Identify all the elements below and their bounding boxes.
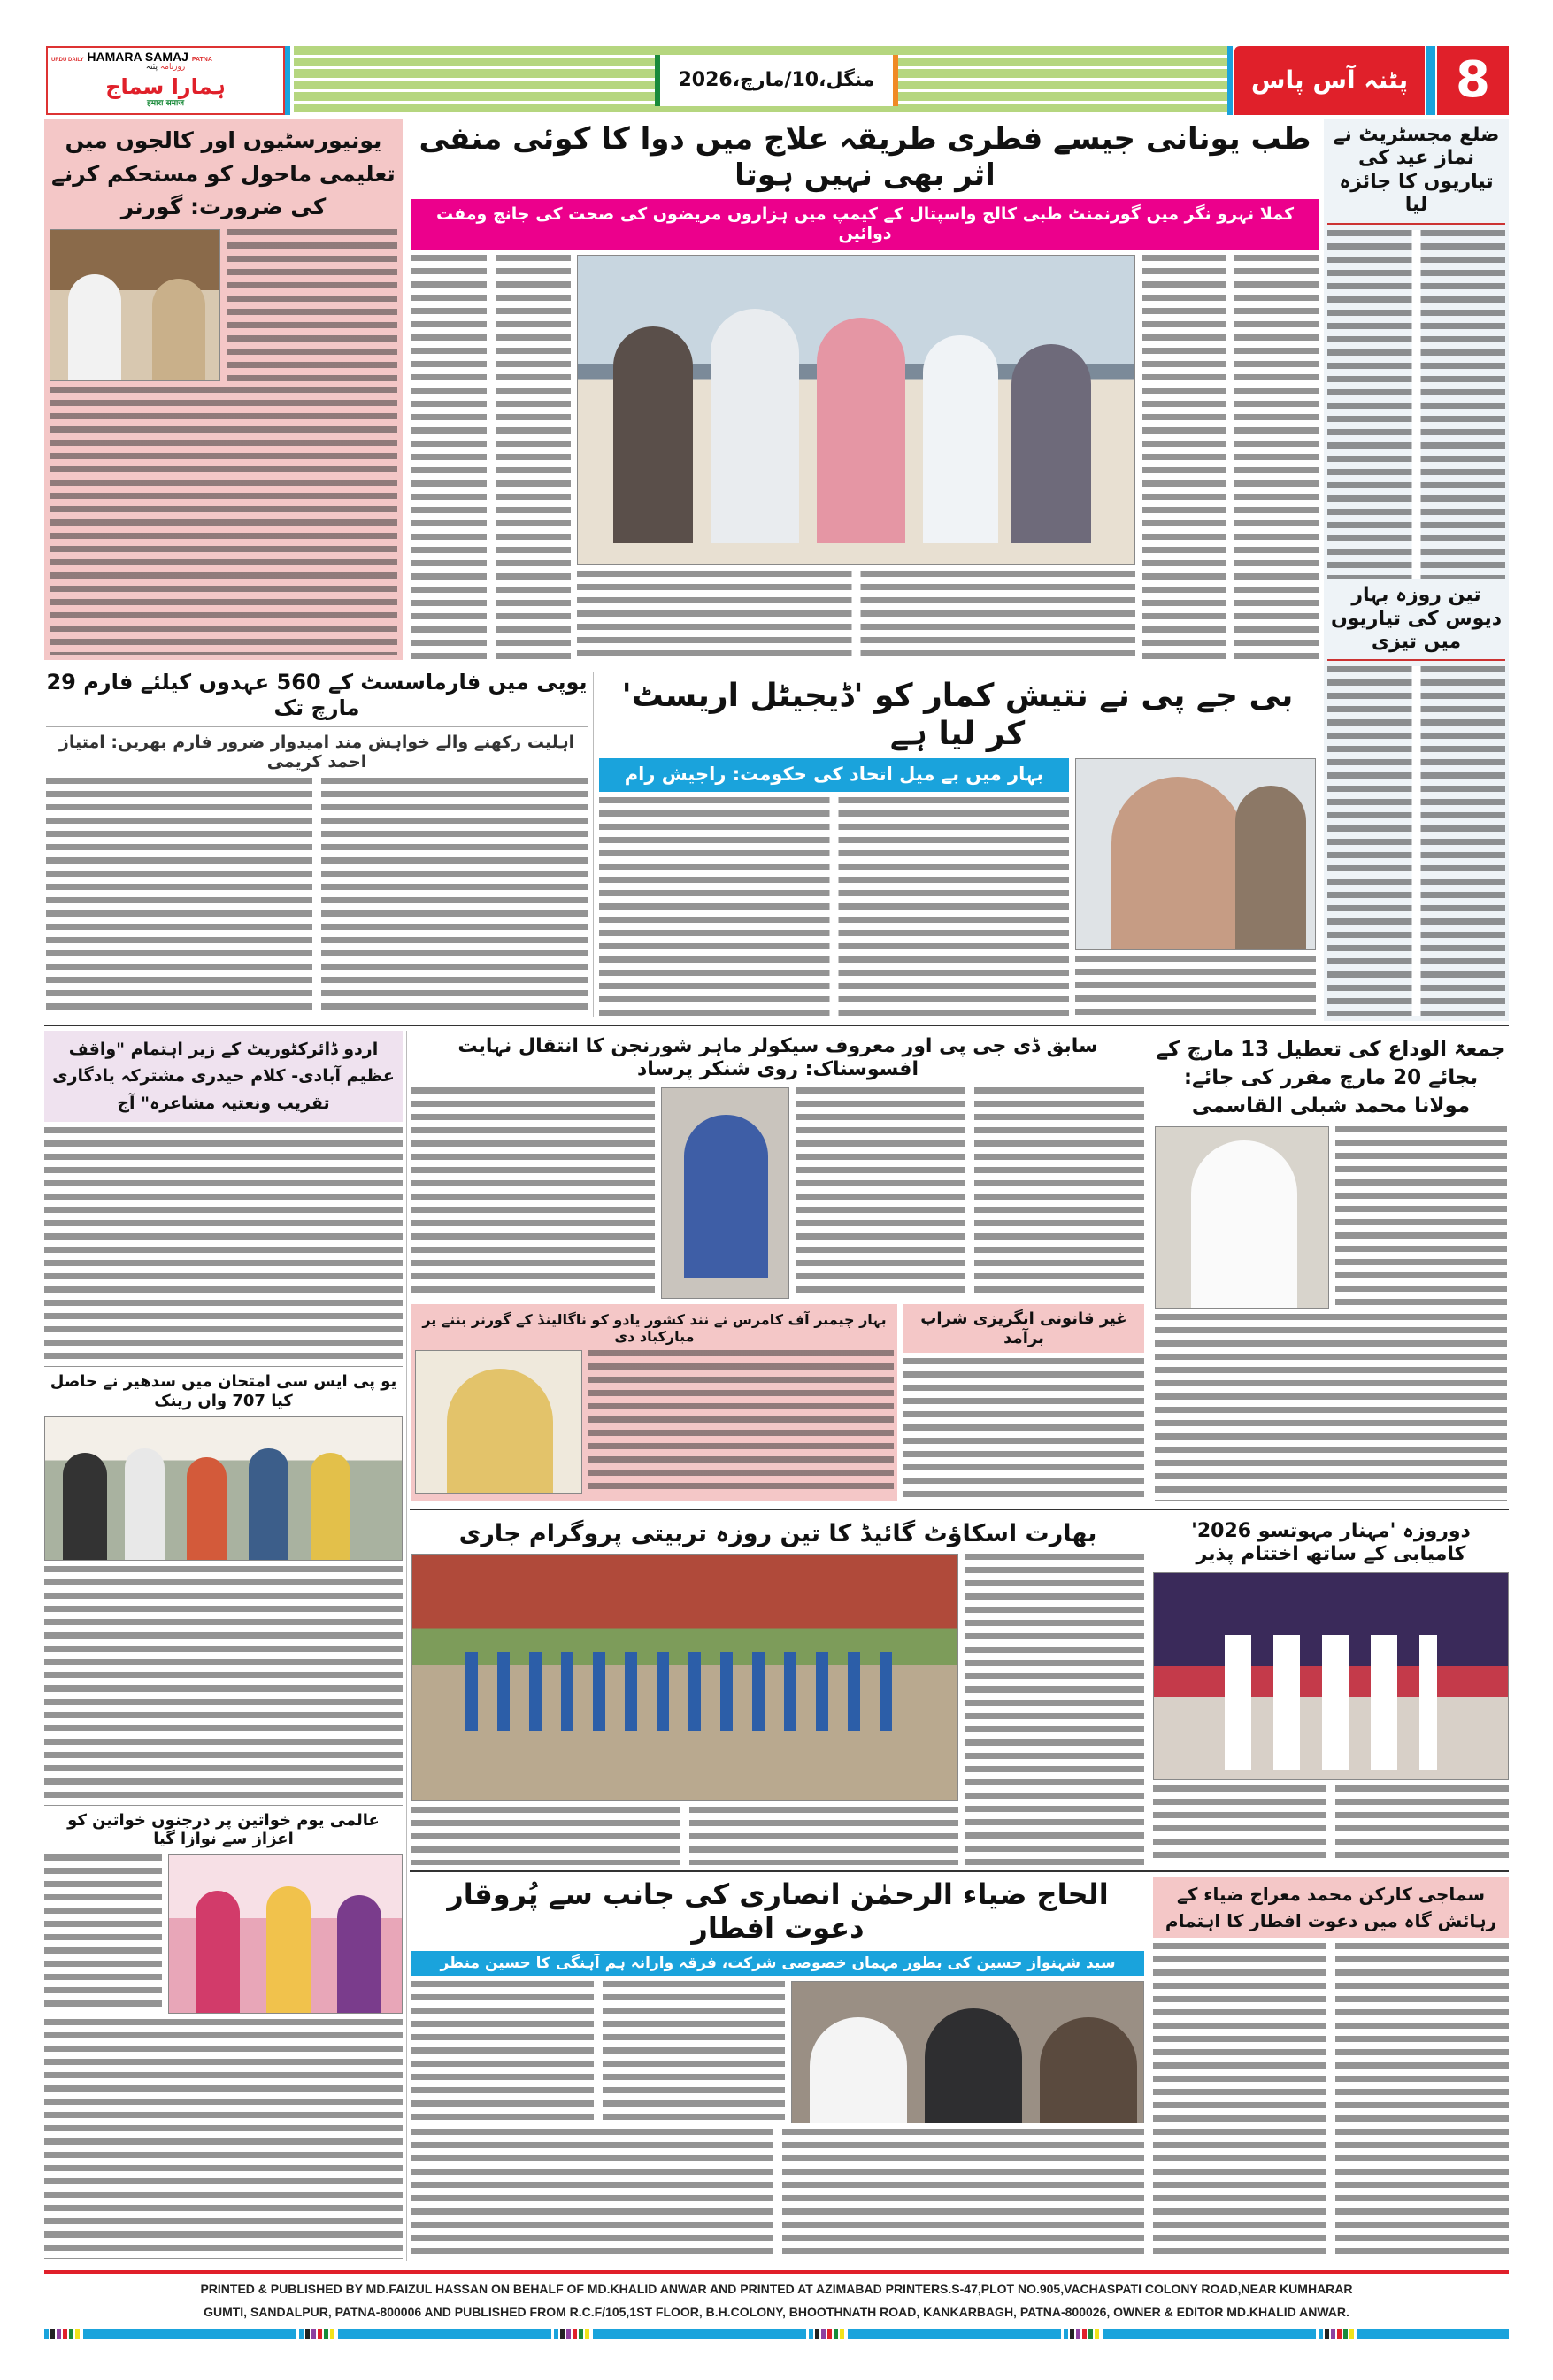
body-former-dgp-left xyxy=(796,1087,1144,1299)
headline-former-dgp: سابق ڈی جی پی اور معروف سیکولر ماہر شورنجن کا انتقال نہایت افسوسناک: روی شنکر پرساد xyxy=(457,1035,1098,1081)
headline-illegal-liquor: غیر قانونی انگریزی شراب برآمد xyxy=(903,1304,1144,1353)
story-former-dgp xyxy=(411,1035,1144,1501)
body-tibb-left xyxy=(1142,255,1319,659)
headline-tibb-unani: طب یونانی جیسے فطری طریقہ علاج میں دوا کا کوئی منفی اثر بھی نہیں ہوتا xyxy=(419,121,1311,193)
body-upsc xyxy=(44,1566,403,1806)
headline-iftar-meraj-zia: سماجی کارکن محمد معراج ضیاء کے رہائش گاہ میں دعوت افطار کا اہتمام xyxy=(1153,1877,1509,1938)
headline-chamber-commerce: بہار چیمبر آف کامرس نے نند کشور یادو کو ناگالینڈ کے گورنر بننے پر مبارکباد دی xyxy=(422,1311,887,1346)
photo-scout-training xyxy=(411,1554,958,1801)
headline-iftar-zia-ur-rahman: الحاج ضیاء الرحمٰن انصاری کی جانب سے پُروقار دعوت افطار xyxy=(447,1877,1109,1946)
photo-maulana-shibli xyxy=(1155,1126,1329,1309)
body-jumma-side xyxy=(1335,1126,1507,1309)
photo-ravi-shankar-prasad xyxy=(661,1087,789,1299)
photo-nand-kishore-yadav xyxy=(415,1350,582,1494)
body-bihar-diwas xyxy=(1327,666,1505,1016)
masthead-english-name: HAMARA SAMAJ xyxy=(87,50,188,64)
headline-governor: یونیورسٹیوں اور کالجوں میں تعلیمی ماحول کو مستحکم کرنے کی ضرورت: گورنر xyxy=(51,127,396,219)
body-womens-day xyxy=(44,2019,403,2259)
story-tibb-unani xyxy=(411,121,1319,659)
story-mahnar-mahotsav xyxy=(1153,1520,1509,1865)
footer-imprint xyxy=(44,2277,1509,2323)
headline-bihar-diwas: تین روزہ بہار دیوس کی تیاریوں میں تیزی xyxy=(1330,584,1503,653)
photo-rajesh-ram xyxy=(1075,758,1316,950)
body-womens-day-side xyxy=(44,1854,162,2014)
photo-governor xyxy=(50,229,220,381)
body-pharmacist xyxy=(46,778,588,1017)
body-eid-review xyxy=(1327,230,1505,580)
masthead-urdu-name: ہمارا سماج xyxy=(105,74,226,99)
subhead-tibb-camp: کملا نہرو نگر میں گورنمنٹ طبی کالج واسپتال کے کیمپ میں ہزاروں مریضوں کی صحت کی جانچ ومفت دوائیں xyxy=(411,199,1319,250)
photo-mahnar-mahotsav xyxy=(1153,1572,1509,1780)
headline-pharmacist: یوپی میں فارماسسٹ کے 560 عہدوں کیلئے فارم 29 مارچ تک xyxy=(46,670,588,720)
headline-jumma-holiday: جمعۃ الوداع کی تعطیل 13 مارچ کے بجائے 20 مارچ مقرر کی جائے: مولانا محمد شبلی القاسمی xyxy=(1156,1038,1506,1118)
headline-bjp-nitish: بی جے پی نے نتیش کمار کو 'ڈیجیٹل اریسٹ' کر لیا ہے xyxy=(621,678,1294,753)
story-bjp-nitish xyxy=(599,677,1316,1017)
date-text: منگل،10/مارچ،2026 xyxy=(678,69,875,91)
body-urdu-directorate xyxy=(44,1127,403,1367)
headline-urdu-directorate: اردو ڈائرکٹوریٹ کے زیر اہتمام "واقف عظیم آبادی- کلام حیدری مشترکہ یادگاری تقریب ونعتیہ مشاعرہ" آج xyxy=(44,1031,403,1122)
subhead-shahnawaz-hussain: سید شہنواز حسین کی بطور مہمان خصوصی شرکت، فرقہ وارانہ ہم آہنگی کا حسین منظر xyxy=(411,1951,1144,1976)
masthead-tag-right: PATNA xyxy=(191,57,212,63)
subhead-pharmacist: اہلیت رکھنے والے خواہش مند امیدوار ضرور فارم بھریں: امتیاز احمد کریمی xyxy=(58,732,575,772)
body-tibb-right xyxy=(411,255,571,659)
left-column-lower xyxy=(44,1031,403,2259)
page-number: 8 xyxy=(1437,46,1509,115)
headline-upsc: یو پی ایس سی امتحان میں سدھیر نے حاصل کیا 707 واں رینک xyxy=(50,1372,397,1410)
body-bjp xyxy=(599,797,1069,1017)
right-column-box xyxy=(1324,119,1509,1021)
footer-color-bar xyxy=(44,2329,1509,2339)
footer-imprint-line-2: GUMTI, SANDALPUR, PATNA-800006 AND PUBLISHED FROM R.C.F/105,1ST FLOOR, B.H.COLONY, BHOOTHNATH ROAD, KANKARBAGH, PATNA-800026, OWNER & EDITOR MD.KHALID ANWAR. xyxy=(204,2305,1349,2319)
headline-mahnar-mahotsav: دوروزہ 'مہنار مہوتسو 2026' کامیابی کے ساتھ اختتام پذیر xyxy=(1191,1520,1471,1566)
body-mahnar-mahotsav xyxy=(1153,1785,1509,1865)
body-illegal-liquor xyxy=(903,1358,1144,1501)
body-governor-side xyxy=(227,229,397,381)
photo-medical-camp xyxy=(577,255,1135,565)
masthead-hindi-name: हमारा समाज xyxy=(146,99,185,108)
body-iftar-right xyxy=(411,1981,785,2123)
headline-eid-review: ضلع مجسٹریٹ نے نماز عید کی تیاریوں کا جائزہ لیا xyxy=(1333,124,1500,217)
story-jumma-holiday xyxy=(1155,1035,1507,1501)
story-pharmacist xyxy=(46,670,588,1017)
body-tibb-bottom xyxy=(577,571,1135,659)
masthead-urdu-label: روزنامہ xyxy=(159,63,186,72)
body-jumma xyxy=(1155,1314,1507,1501)
body-scout-left xyxy=(965,1554,1144,1865)
subhead-rajesh-ram: بہار میں بے میل اتحاد کی حکومت: راجیش رام xyxy=(599,758,1069,791)
date-box xyxy=(655,55,898,106)
photo-upsc-sudhir xyxy=(44,1416,403,1561)
body-governor xyxy=(50,387,397,656)
masthead-logo xyxy=(46,46,285,115)
body-scout-bottom xyxy=(411,1807,958,1865)
body-iftar-meraj-zia xyxy=(1153,1943,1509,2259)
photo-womens-day xyxy=(168,1854,403,2014)
section-title: پٹنہ آس پاس xyxy=(1234,46,1425,115)
chamber-story-box xyxy=(411,1304,897,1501)
headline-scout-guide: بھارت اسکاؤٹ گائیڈ کا تین روزہ تربیتی پروگرام جاری xyxy=(458,1520,1097,1547)
body-chamber-commerce xyxy=(588,1350,894,1494)
story-iftar-zia-ur-rahman xyxy=(411,1877,1144,2259)
headline-womens-day: عالمی یوم خواتین پر درجنوں خواتین کو اعزاز سے نوازا گیا xyxy=(67,1810,380,1849)
body-iftar-bottom xyxy=(411,2129,1144,2259)
story-scout-guide xyxy=(411,1520,1144,1865)
story-iftar-meraj-zia xyxy=(1153,1877,1509,2259)
footer-imprint-line-1: PRINTED & PUBLISHED BY MD.FAIZUL HASSAN ON BEHALF OF MD.KHALID ANWAR AND PRINTED AT AZIMABAD PRINTERS.S-47,PLOT NO.905,VACHASPATI COLONY ROAD,NEAR KUMHARAR xyxy=(200,2282,1353,2296)
photo-iftar-gathering xyxy=(791,1981,1144,2123)
masthead-tag-left: URDU DAILY xyxy=(51,58,84,63)
governor-story-box xyxy=(44,119,403,660)
masthead-city: پٹنہ xyxy=(145,63,158,72)
body-bjp-below-photo xyxy=(1075,956,1316,1017)
body-former-dgp-right xyxy=(411,1087,655,1299)
